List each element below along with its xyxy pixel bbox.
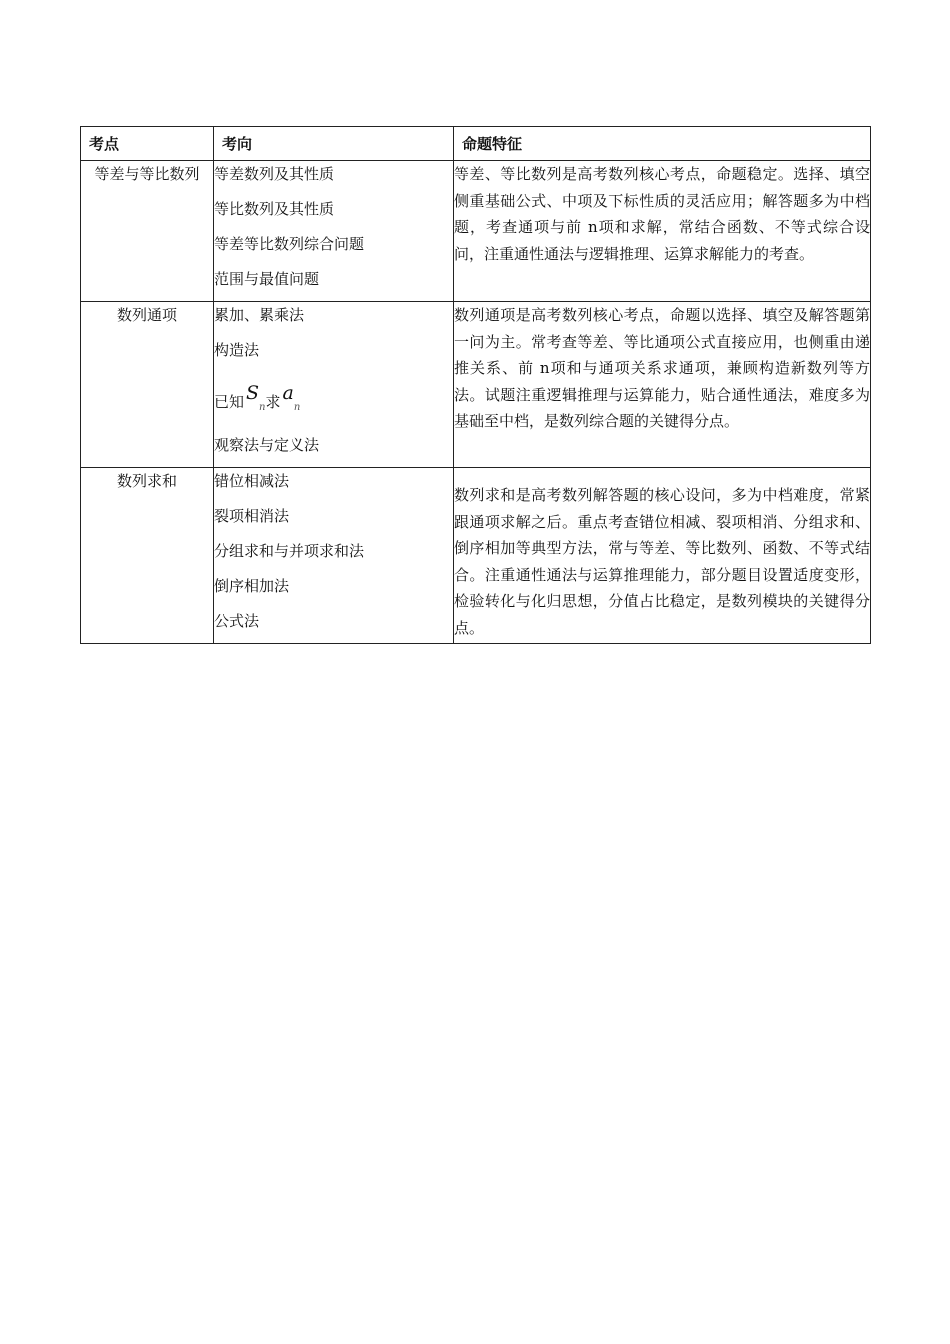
directions-cell (214, 161, 454, 302)
topic-cell: 数列求和 (81, 468, 214, 644)
direction-item: 观察法与定义法 (214, 436, 320, 454)
header-direction: 考向 (214, 127, 454, 161)
table-row (81, 161, 871, 302)
directions-cell (214, 302, 454, 468)
math-symbol-s: S (246, 382, 260, 404)
topic-cell: 等差与等比数列 (81, 161, 214, 302)
direction-item: 范围与最值问题 (214, 270, 320, 288)
math-subscript-n: n (293, 402, 301, 413)
direction-item: 累加、累乘法 (214, 306, 305, 324)
table-header-row (81, 127, 871, 161)
math-mid: 求 (265, 393, 281, 411)
features-cell: 数列通项是高考数列核心考点，命题以选择、填空及解答题第一问为主。常考查等差、等比通项公式直接应用，也侧重由递推关系、前 n项和与通项关系求通项，兼顾构造新数列等方法。试题注重逻辑推理与运算能力，贴合通性通法，难度多为基础至中档，是数列综合题的关键得分点。 (454, 302, 871, 468)
features-cell: 等差、等比数列是高考数列核心考点，命题稳定。选择、填空侧重基础公式、中项及下标性质的灵活应用；解答题多为中档题，考查通项与前 n项和求解，常结合函数、不等式综合设问，注重通性通法与逻辑推理、运算求解能力的考查。 (454, 161, 871, 302)
topic-cell: 数列通项 (81, 302, 214, 468)
direction-item: 等差等比数列综合问题 (214, 235, 365, 253)
direction-item: 等比数列及其性质 (214, 200, 335, 218)
table-row (81, 468, 871, 644)
exam-topics-table (80, 126, 871, 644)
features-cell: 数列求和是高考数列解答题的核心设问，多为中档难度，常紧跟通项求解之后。重点考查错位相减、裂项相消、分组求和、倒序相加等典型方法，常与等差、等比数列、函数、不等式结合。注重通性通法与运算推理能力，部分题目设置适度变形，检验转化与化归思想，分值占比稳定，是数列模块的关键得分点。 (454, 468, 871, 644)
direction-item: 公式法 (214, 612, 260, 630)
direction-item: 倒序相加法 (214, 577, 290, 595)
directions-cell (214, 468, 454, 644)
direction-item: 构造法 (214, 341, 260, 359)
direction-item: 错位相减法 (214, 472, 290, 490)
math-prefix: 已知 (214, 393, 245, 411)
direction-item: 分组求和与并项求和法 (214, 542, 365, 560)
direction-item-math (214, 372, 453, 432)
direction-item: 裂项相消法 (214, 507, 290, 525)
header-features: 命题特征 (454, 127, 871, 161)
table-row (81, 302, 871, 468)
direction-item: 等差数列及其性质 (214, 165, 335, 183)
header-topic: 考点 (81, 127, 214, 161)
math-symbol-a: a (282, 382, 294, 404)
math-subscript-n: n (259, 402, 266, 413)
